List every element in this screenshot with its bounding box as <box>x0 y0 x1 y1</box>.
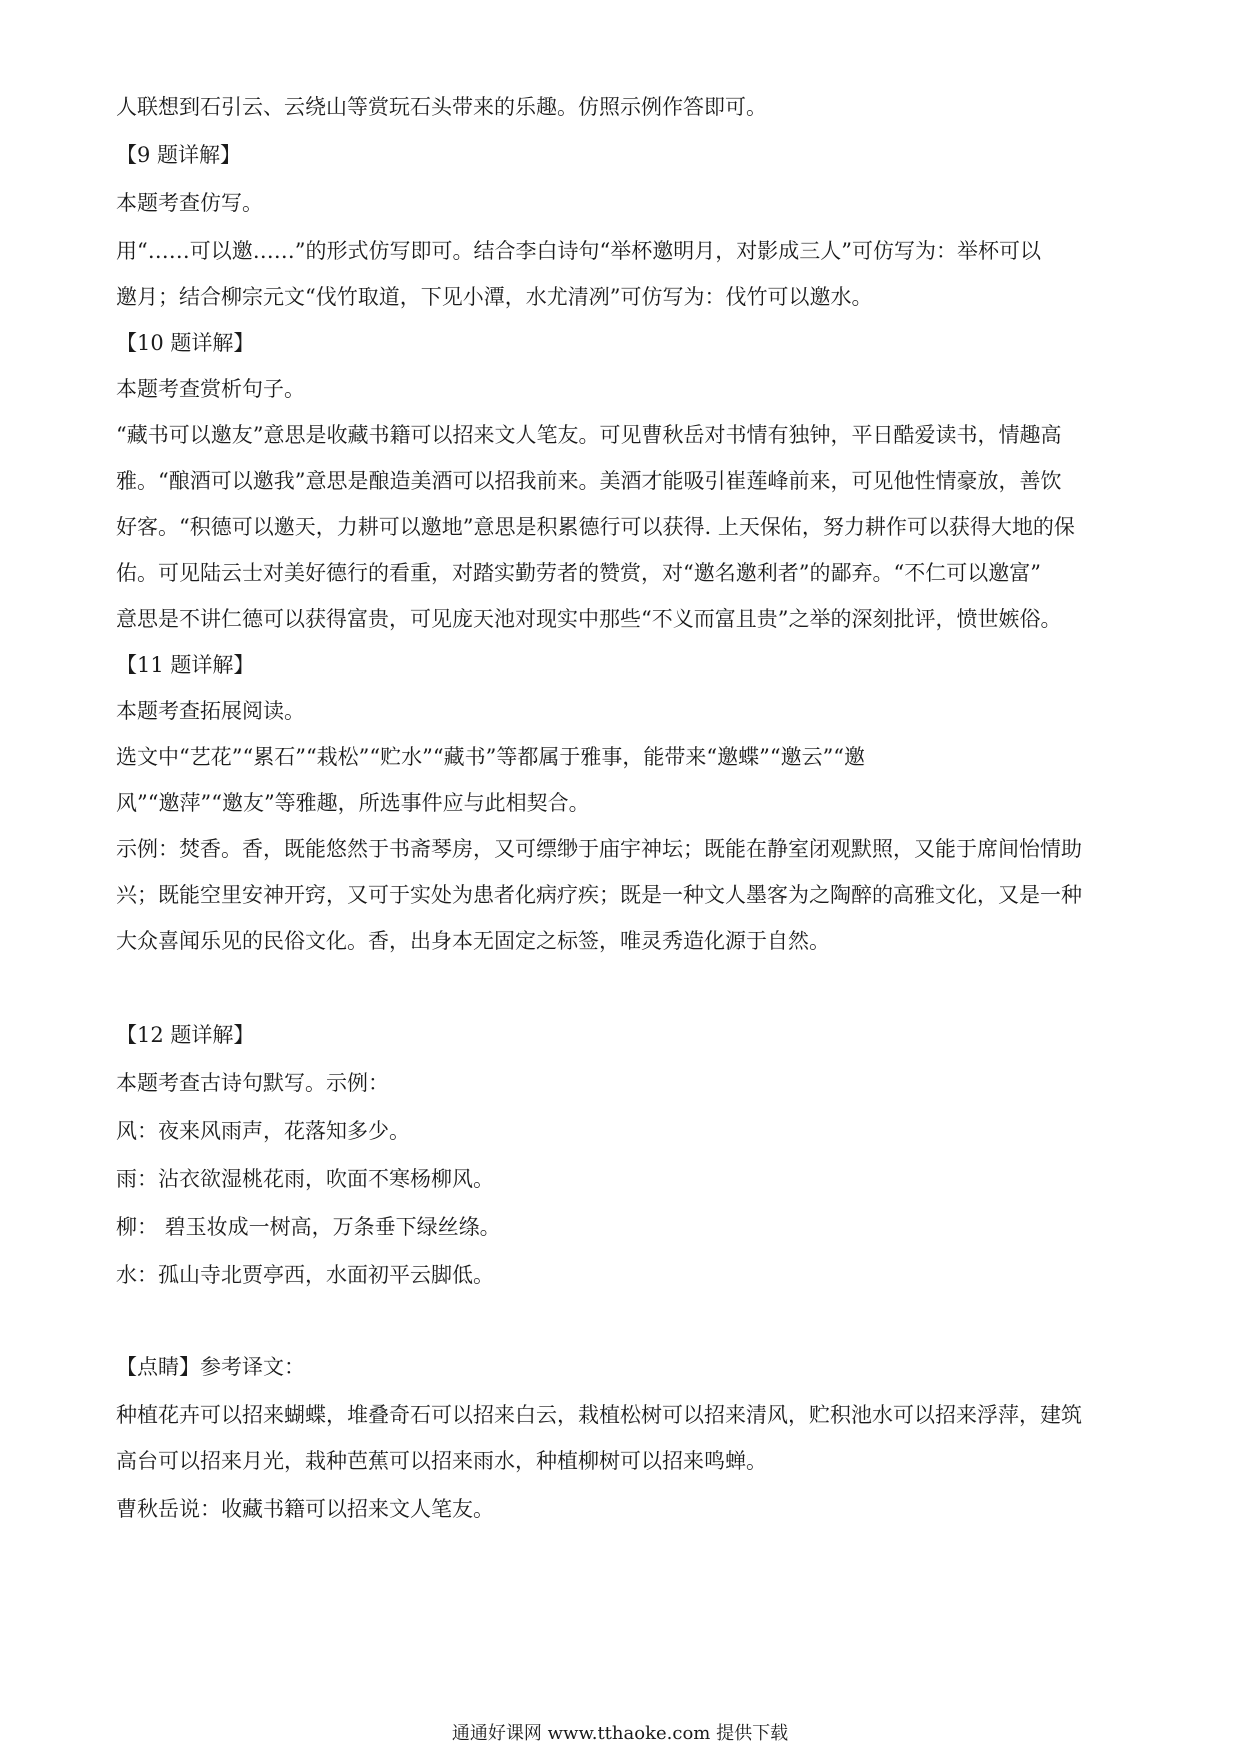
poem-example-line: 水：孤山寺北贾亭西，水面初平云脚低。 <box>116 1263 494 1287</box>
text-line: 佑。可见陆云士对美好德行的看重，对踏实勤劳者的赞赏，对“邀名邀利者”的鄙弃。“不仁可以邀富” <box>116 561 1041 585</box>
section-heading-q9: 【9 题详解】 <box>116 143 242 167</box>
text-line: 曹秋岳说：收藏书籍可以招来文人笔友。 <box>116 1497 494 1521</box>
text-line: 本题考查赏析句子。 <box>116 377 305 401</box>
poem-example-line: 雨：沾衣欲湿桃花雨，吹面不寒杨柳风。 <box>116 1167 494 1191</box>
text-line: 本题考查古诗句默写。示例： <box>116 1071 389 1095</box>
section-heading-q10: 【10 题详解】 <box>116 331 255 355</box>
text-line: 兴；既能空里安神开窍，又可于实处为患者化病疗疾；既是一种文人墨客为之陶醉的高雅文化，又是一种 <box>116 883 1082 907</box>
text-line: 种植花卉可以招来蝴蝶，堆叠奇石可以招来白云，栽植松树可以招来清风，贮积池水可以招来浮萍，建筑 <box>116 1403 1082 1427</box>
section-heading-translation: 【点睛】参考译文： <box>116 1355 305 1379</box>
text-line: 人联想到石引云、云绕山等赏玩石头带来的乐趣。仿照示例作答即可。 <box>116 95 767 119</box>
text-line: 风”“邀萍”“邀友”等雅趣，所选事件应与此相契合。 <box>116 791 590 815</box>
poem-example-line: 柳： 碧玉妆成一树高，万条垂下绿丝绦。 <box>116 1215 501 1239</box>
text-line: 好客。“积德可以邀天，力耕可以邀地”意思是积累德行可以获得. 上天保佑，努力耕作可以获得大地的保 <box>116 515 1075 539</box>
text-line: 示例：焚香。香，既能悠然于书斋琴房，又可缥缈于庙宇神坛；既能在静室闭观默照，又能于席间怡情助 <box>116 837 1082 861</box>
page-footer: 通通好课网 www.tthaoke.com 提供下载 <box>451 1723 789 1744</box>
text-line: 邀月；结合柳宗元文“伐竹取道，下见小潭，水尤清冽”可仿写为：伐竹可以邀水。 <box>116 285 873 309</box>
text-line: 大众喜闻乐见的民俗文化。香，出身本无固定之标签，唯灵秀造化源于自然。 <box>116 929 830 953</box>
text-line: 雅。“酿酒可以邀我”意思是酿造美酒可以招我前来。美酒才能吸引崔莲峰前来，可见他性情豪放，善饮 <box>116 469 1062 493</box>
text-line: “藏书可以邀友”意思是收藏书籍可以招来文人笔友。可见曹秋岳对书情有独钟，平日酷爱读书，情趣高 <box>116 423 1062 447</box>
text-line: 本题考查拓展阅读。 <box>116 699 305 723</box>
text-line: 意思是不讲仁德可以获得富贵，可见庞天池对现实中那些“不义而富且贵”之举的深刻批评，愤世嫉俗。 <box>116 607 1062 631</box>
text-line: 用“……可以邀……”的形式仿写即可。结合李白诗句“举杯邀明月，对影成三人”可仿写为：举杯可以 <box>116 239 1041 263</box>
text-line: 选文中“艺花”“累石”“栽松”“贮水”“藏书”等都属于雅事，能带来“邀蝶”“邀云”“邀 <box>116 745 866 769</box>
section-heading-q12: 【12 题详解】 <box>116 1023 255 1047</box>
text-line: 本题考查仿写。 <box>116 191 263 215</box>
poem-example-line: 风：夜来风雨声，花落知多少。 <box>116 1119 410 1143</box>
text-line: 高台可以招来月光，栽种芭蕉可以招来雨水，种植柳树可以招来鸣蝉。 <box>116 1449 767 1473</box>
section-heading-q11: 【11 题详解】 <box>116 653 255 677</box>
